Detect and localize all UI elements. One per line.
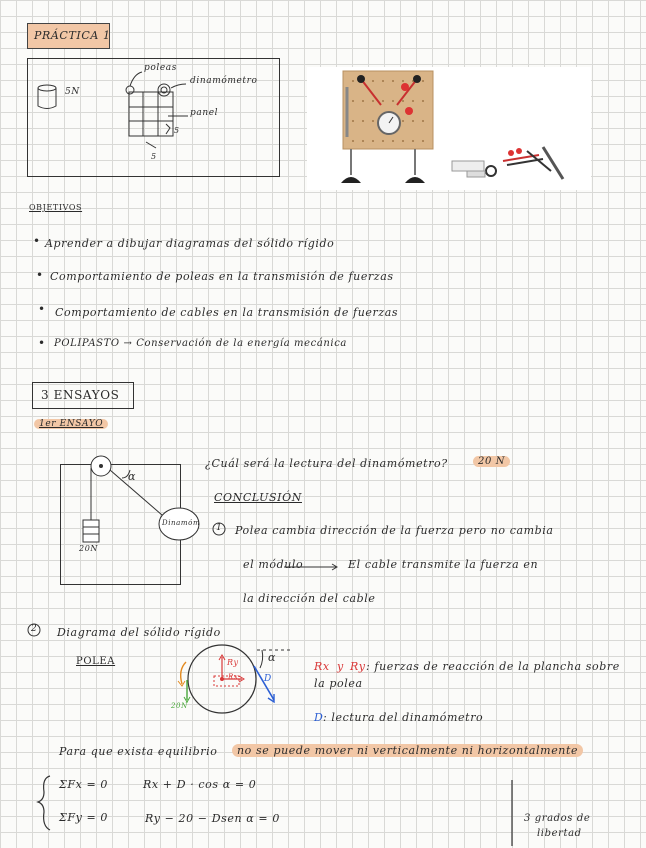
- eq1-right: Rx + D · cos α = 0: [143, 778, 257, 791]
- objetivo-item-2: Comportamiento de poleas en la transmisión de fuerzas: [50, 270, 394, 283]
- first-ensayo-label: 1er ENSAYO: [34, 419, 108, 429]
- legend1-ry: Ry: [350, 660, 366, 673]
- diagram-20n: 20N: [171, 702, 188, 710]
- diagram-alpha: α: [268, 651, 277, 664]
- diagram-ry: Ry: [227, 658, 239, 667]
- ensayo-alpha: α: [128, 470, 137, 483]
- grados-line2: libertad: [537, 828, 582, 839]
- legend2-text: : lectura del dinamómetro: [323, 711, 484, 724]
- c1-line1: Polea cambia dirección de la fuerza pero no cambia: [235, 524, 554, 537]
- objetivos-heading: OBJETIVOS: [29, 203, 83, 212]
- legend1-rx: Rx: [314, 660, 330, 673]
- ensayo-weight-label: 20N: [79, 544, 98, 553]
- legend1-y: y: [337, 660, 344, 673]
- bullet-2: •: [36, 268, 44, 282]
- legend2-d: D: [314, 711, 324, 724]
- ensayos-title: 3 ENSAYOS: [41, 388, 120, 402]
- ensayo-dinamometro-label: Dinamóm: [162, 519, 201, 527]
- eq2-left: ΣFy = 0: [59, 811, 109, 824]
- diagram-rx: Rx: [228, 673, 239, 681]
- objetivo-item-1: Aprender a dibujar diagramas del sólido rígido: [45, 237, 335, 250]
- objetivo-item-3: Comportamiento de cables en la transmisión de fuerzas: [55, 306, 399, 319]
- diagrama-heading: Diagrama del sólido rígido: [57, 626, 221, 639]
- dim-h-label: 5: [151, 152, 157, 161]
- bullet-1: •: [33, 234, 41, 248]
- ensayo-question: ¿Cuál será la lectura del dinamómetro?: [205, 457, 448, 470]
- eq2-right: Ry − 20 − Dsen α = 0: [145, 812, 280, 825]
- eq1-left: ΣFx = 0: [59, 778, 109, 791]
- dim-v-label: 5: [174, 126, 180, 135]
- bullet-4: •: [38, 336, 46, 350]
- poleas-label: poleas: [144, 63, 177, 73]
- weight-label: 5N: [65, 87, 80, 97]
- legend1-text: : fuerzas de reacción de la plancha sobre: [366, 660, 620, 673]
- c1-line2a: el módulo: [243, 558, 304, 571]
- legend1-text2: la polea: [314, 677, 363, 690]
- diagrama-number: 2: [31, 624, 38, 634]
- diagram-d: D: [264, 674, 272, 684]
- equilibrio-intro: Para que exista equilibrio: [59, 745, 218, 758]
- ensayo-answer: 20 N: [473, 456, 510, 467]
- c1-line3: la dirección del cable: [243, 592, 376, 605]
- panel-label: panel: [190, 108, 219, 118]
- objetivo-item-4: POLIPASTO → Conservación de la energía mecánica: [54, 338, 347, 349]
- dinamometro-label: dinamómetro: [190, 76, 258, 86]
- conclusion-heading: CONCLUSIÓN: [214, 491, 302, 504]
- bullet-3: •: [38, 302, 46, 316]
- equilibrio-highlight: no se puede mover ni verticalmente ni horizontalmente: [232, 744, 583, 757]
- grados-line1: 3 grados de: [524, 813, 591, 824]
- c1-line2b: El cable transmite la fuerza en: [348, 558, 539, 571]
- polea-label: POLEA: [76, 656, 116, 667]
- c1-number: 1: [216, 523, 223, 533]
- page-title: PRÁCTICA 1: [34, 29, 111, 42]
